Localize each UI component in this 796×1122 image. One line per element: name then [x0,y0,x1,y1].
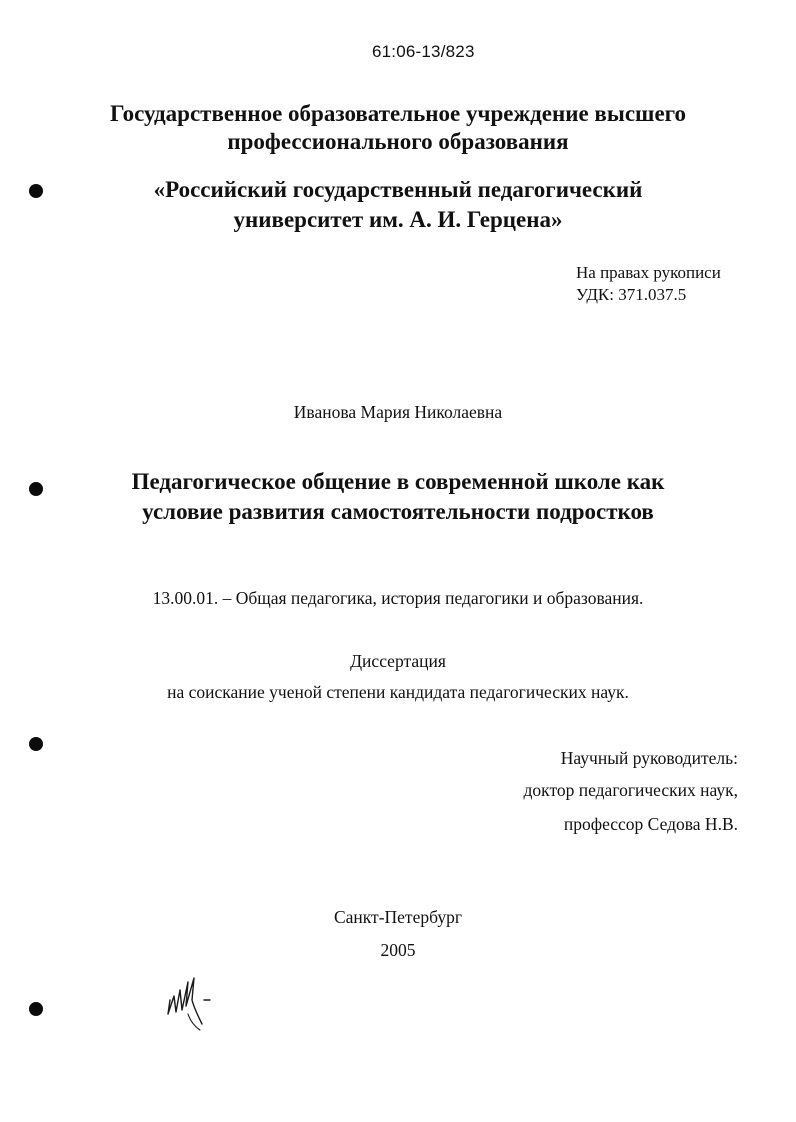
udk-code: УДК: 371.037.5 [576,285,687,304]
punch-hole-icon [29,737,43,751]
city: Санкт-Петербург [333,907,463,927]
handwritten-signature-icon [164,970,224,1034]
archive-code: 61:06-13/823 [372,42,475,61]
university-name-line-1: «Российский государственный педагогический [153,177,643,202]
punch-hole-icon [29,184,43,198]
punch-hole-icon [29,482,43,496]
manuscript-rights: На правах рукописи [576,263,721,282]
author-name: Иванова Мария Николаевна [293,402,503,422]
institution-line-1: Государственное образовательное учреждение высшего [109,101,687,126]
advisor-name: профессор Седова Н.В. [563,814,738,834]
institution-line-2: профессионального образования [227,129,569,154]
dissertation-title-line-2: условие развития самостоятельности подростков [142,499,654,524]
dissertation-title-line-1: Педагогическое общение в современной школе как [131,469,665,494]
university-name-line-2: университет им. А. И. Герцена» [233,207,563,232]
degree-statement: на соискание ученой степени кандидата педагогических наук. [167,682,629,702]
advisor-label: Научный руководитель: [560,748,738,768]
year: 2005 [380,940,416,960]
dissertation-label: Диссертация [350,651,446,671]
advisor-degree: доктор педагогических наук, [523,780,738,800]
specialty: 13.00.01. – Общая педагогика, история педагогики и образования. [152,588,644,608]
punch-hole-icon [29,1002,43,1016]
